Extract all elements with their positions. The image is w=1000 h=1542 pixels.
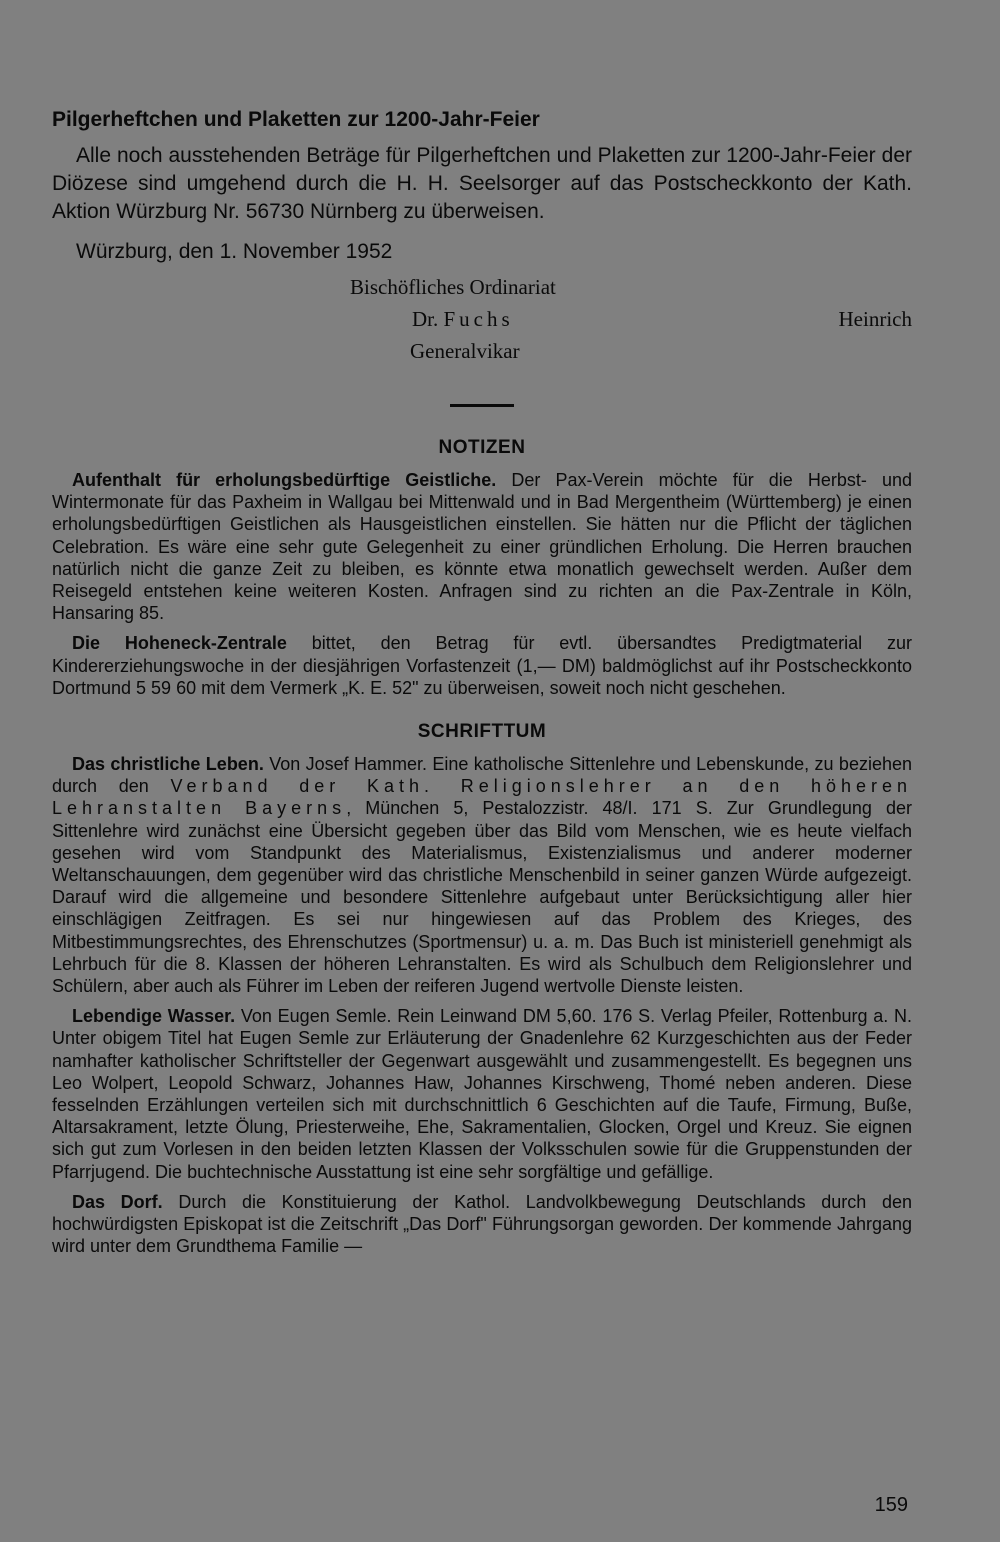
schrifttum-item-3 (52, 1191, 912, 1258)
section-body-pilgerheftchen: Alle noch ausstehenden Beträge für Pilgerheftchen und Plaketten zur 1200-Jahr-Feier der Diözese sind umgehend durch die H. H. Seelsorger auf das Postscheckkonto der Kath. Aktion Würzburg Nr. 56730 Nürnberg zu überweisen. (52, 144, 912, 223)
date-line: Würzburg, den 1. November 1952 (76, 240, 393, 263)
schrifttum-item-2 (52, 1005, 912, 1183)
signature-office: Bischöfliches Ordinariat (350, 275, 556, 299)
schrifttum-item-1-lead: Das christliche Leben. (72, 754, 264, 775)
schrifttum-item-1-text-b: , München 5, Pestalozzistr. 48/I. 171 S. Zur Grundlegung der Sittenlehre wird zunächst eine Übersicht gegeben über das Bild vom Menschen, wie es heute vielfach gesehen wird vom Standpunkt des Materialismus, Existenzialismus und anderer moderner Weltanschauungen, dem gegenüber wird das christliche Menschenbild in seiner ganzen Würde aufgezeigt. Darauf wird die allgemeine und besondere Sittenlehre aufgebaut unter Berücksichtigung aller hier einschlägigen Zeitfragen. Es sei nur hingewiesen auf das Problem des Krieges, des Mitbestimmungsrechtes, des Ehrenschutzes (Sportmensur) u. a. m. Das Buch ist ministeriell genehmigt als Lehrbuch für die 8. Klassen der höheren Lehranstalten. Es wird als Schulbuch dem Religionslehrer und Schülern, aber auch als Führer im Leben der reiferen Jugend wertvolle Dienste leisten. (52, 798, 912, 997)
notizen-item-2-text: bittet, den Betrag für evtl. übersandtes Predigtmaterial zur Kindererziehungswoche in der diesjährigen Vorfastenzeit (1,— DM) baldmöglichst auf ihr Postscheckkonto Dortmund 5 59 60 mit dem Vermerk „K. E. 52" zu überweisen, soweit noch nicht geschehen. (52, 633, 912, 698)
section-title-pilgerheftchen: Pilgerheftchen und Plaketten zur 1200-Jahr-Feier (52, 108, 540, 131)
notizen-heading: NOTIZEN (438, 437, 526, 458)
signature-name-line (412, 304, 514, 335)
notizen-item-2 (52, 632, 912, 699)
schrifttum-item-1-spaced: Verband der Kath. Religionslehrer an den höheren Lehranstalten Bayerns (52, 776, 912, 819)
signature-role: Generalvikar (410, 339, 520, 363)
schrifttum-item-3-text: Durch die Konstituierung der Kathol. Landvolkbewegung Deutschlands durch den hochwürdigsten Episkopat ist die Zeitschrift „Das Dorf" Führungsorgan geworden. Der kommende Jahrgang wird unter dem Grundthema Familie — (52, 1191, 912, 1257)
notizen-item-1 (52, 469, 912, 624)
notizen-item-2-lead: Die Hoheneck-Zentrale (72, 633, 287, 654)
schrifttum-heading: SCHRIFTTUM (417, 721, 547, 743)
section-divider (450, 404, 514, 407)
notizen-item-1-text: Der Pax-Verein möchte für die Herbst- und Wintermonate für das Paxheim in Wallgau bei Mittenwald und in Bad Mergentheim (Württemberg) je einen erholungsbedürftigen Geistlichen als Hausgeistlichen einstellen. Sie hätten nur die Pflicht der täglichen Celebration. Es wäre eine sehr gute Gelegenheit zu einer gründlichen Erholung. Die Herren brauchen natürlich nicht die ganze Zeit zu bleiben, es könnte etwa monatlich gewechselt werden. Außer dem Reisegeld entstehen keine weiteren Kosten. Anfragen sind zu richten an die Pax-Zentrale in Köln, Hansaring 85. (52, 470, 913, 624)
signature-title-prefix: Dr. (412, 307, 439, 331)
notizen-item-1-lead: Aufenthalt für erholungsbedürftige Geistliche. (72, 470, 497, 490)
schrifttum-item-2-text: Von Eugen Semle. Rein Leinwand DM 5,60. 176 S. Verlag Pfeiler, Rottenburg a. N. Unter obigem Titel hat Eugen Semle zur Erläuterung der Gnadenlehre 62 Kurzgeschichten aus der Feder namhafter katholischer Schriftsteller der Gegenwart ausgewählt und zusammengestellt. Es begegnen uns Leo Wolpert, Leopold Schwarz, Johannes Haw, Johannes Kirschweng, Thomé neben anderen. Diese fesselnden Erzählungen verteilen sich mit durchschnittlich 6 Geschichten auf die Taufe, Firmung, Buße, Altarsakrament, letzte Ölung, Priesterweihe, Ehe, Sakramentalien, Glocken, Orgel und Kreuz. Sie eignen sich gut zum Vorlesen in den beiden letzten Klassen der Volksschulen sowie für die Gruppenstunden der Pfarrjugend. Die buchtechnische Ausstattung ist eine sehr sorgfältige und gefällige. (52, 1006, 913, 1182)
schrifttum-item-1-text-a: Von Josef Hammer. Eine katholische Sittenlehre und Lebenskunde, zu beziehen durch den (52, 754, 912, 797)
signature-block (52, 272, 912, 368)
schrifttum-item-3-lead: Das Dorf. (72, 1191, 163, 1212)
signature-right-name: Heinrich (838, 307, 912, 331)
schrifttum-item-2-lead: Lebendige Wasser. (72, 1006, 236, 1027)
schrifttum-item-1 (52, 753, 912, 997)
document-page (52, 108, 912, 1266)
page-number: 159 (874, 1494, 908, 1516)
signature-name: Fuchs (443, 307, 514, 331)
